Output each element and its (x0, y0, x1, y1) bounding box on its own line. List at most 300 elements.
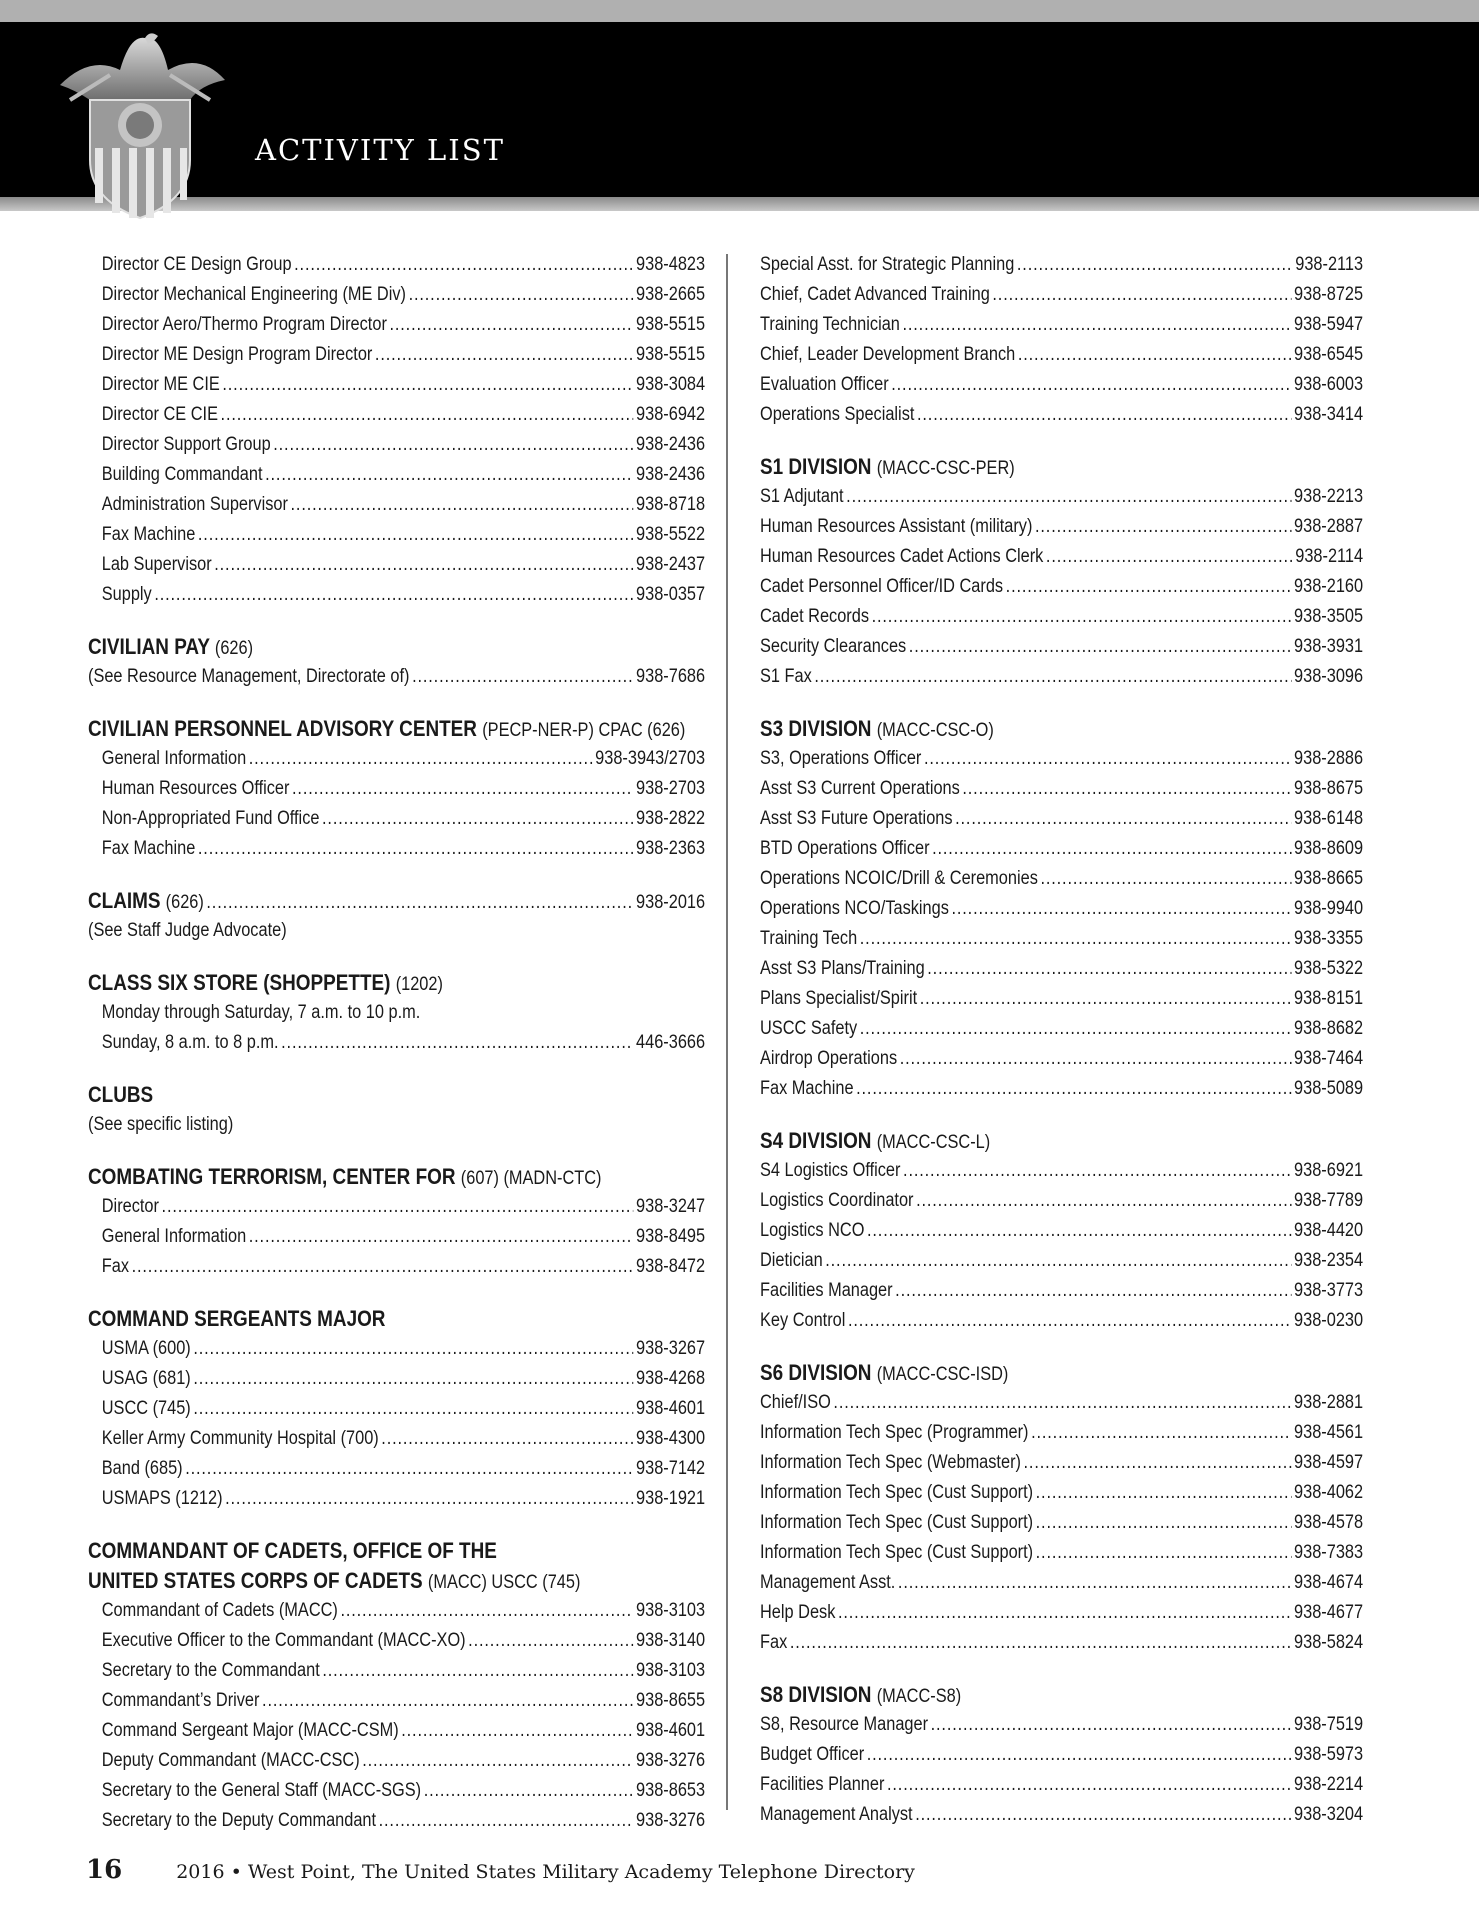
entry-label: Cadet Records (760, 606, 869, 627)
entry-label: Director CE CIE (101, 404, 218, 425)
entry-phone: 938-8725 (1294, 284, 1364, 305)
entry-label: Key Control (760, 1310, 846, 1331)
entry-label: Airdrop Operations (760, 1048, 898, 1069)
leader-dots (249, 1222, 634, 1252)
list-item (88, 1192, 705, 1222)
leader-dots (1024, 1448, 1292, 1478)
entry-label: Director Mechanical Engineering (ME Div) (101, 284, 406, 305)
leader-dots (1018, 340, 1292, 370)
list-item (760, 602, 1363, 632)
entry-label: Plans Specialist/Spirit (760, 988, 918, 1009)
heading-code: (MACC-CSC-O) (876, 720, 994, 741)
entry-phone: 938-4601 (636, 1720, 706, 1741)
entry-phone: 938-2437 (636, 554, 706, 575)
entry-phone: 938-8495 (636, 1226, 706, 1247)
entry-phone: 938-8472 (636, 1256, 706, 1277)
left-column (88, 250, 705, 1836)
list-item (760, 804, 1363, 834)
list-item (760, 1044, 1363, 1074)
entry-phone: 938-4062 (1294, 1482, 1364, 1503)
entry-phone: 938-8665 (1294, 868, 1364, 889)
heading-title: COMMAND SERGEANTS MAJOR (88, 1306, 386, 1331)
section-heading-s4 (760, 1126, 1363, 1156)
heading-title: CLASS SIX STORE (SHOPPETTE) (88, 970, 391, 995)
list-item (88, 1424, 705, 1454)
entry-phone: 938-7686 (636, 666, 706, 687)
entry-label: Asst S3 Plans/Training (760, 958, 925, 979)
entry-label: Facilities Manager (760, 1280, 893, 1301)
list-item (760, 572, 1363, 602)
leader-dots (389, 310, 633, 340)
entry-label: Information Tech Spec (Cust Support) (760, 1542, 1034, 1563)
entry-label: Human Resources Assistant (military) (760, 516, 1033, 537)
leader-dots (891, 370, 1291, 400)
entry-label: S4 Logistics Officer (760, 1160, 901, 1181)
column-divider (726, 254, 728, 1810)
leader-dots (951, 894, 1291, 924)
entry-label: Administration Supervisor (101, 494, 288, 515)
list-item (760, 954, 1363, 984)
leader-dots (225, 1484, 633, 1514)
footer-text: 2016 • West Point, The United States Military Academy Telephone Directory (176, 1861, 915, 1883)
heading-code: (MACC-CSC-ISD) (876, 1364, 1009, 1385)
section-heading-s1 (760, 452, 1363, 482)
entry-phone: 938-4561 (1294, 1422, 1364, 1443)
list-item (760, 1538, 1363, 1568)
leader-dots (424, 1776, 634, 1806)
entry-label: S1 Fax (760, 666, 812, 687)
entry-phone: 938-3103 (636, 1600, 706, 1621)
entry-label: Fax Machine (101, 838, 196, 859)
list-item (88, 1252, 705, 1282)
entry-label: Security Clearances (760, 636, 907, 657)
leader-dots (955, 804, 1291, 834)
entry-phone: 938-8609 (1294, 838, 1364, 859)
entry-label: Chief, Leader Development Branch (760, 344, 1016, 365)
leader-dots (825, 1246, 1291, 1276)
heading-title: CLAIMS (88, 888, 161, 913)
section-heading-claims (88, 886, 705, 916)
entry-label: Evaluation Officer (760, 374, 889, 395)
leader-dots (193, 1334, 633, 1364)
section-heading-s3 (760, 714, 1363, 744)
entry-label: Asst S3 Current Operations (760, 778, 960, 799)
entry-label: BTD Operations Officer (760, 838, 930, 859)
entry-phone: 938-4601 (636, 1398, 706, 1419)
leader-dots (1031, 1418, 1291, 1448)
leader-dots (909, 632, 1292, 662)
leader-dots (838, 1598, 1292, 1628)
entry-phone: 938-4677 (1294, 1602, 1364, 1623)
entry-label: Band (685) (101, 1458, 183, 1479)
leader-dots (846, 482, 1291, 512)
entry-phone: 446-3666 (636, 1032, 706, 1053)
entry-phone: 938-2214 (1294, 1774, 1364, 1795)
entry-phone: 938-2363 (636, 838, 706, 859)
entry-label: Facilities Planner (760, 1774, 885, 1795)
entry-phone: 938-6942 (636, 404, 706, 425)
list-item (88, 250, 705, 280)
heading-title: S4 DIVISION (760, 1128, 872, 1153)
entry-phone: 938-6921 (1294, 1160, 1364, 1181)
leader-dots (375, 340, 634, 370)
leader-dots (1036, 1538, 1292, 1568)
list-item (760, 1800, 1363, 1830)
entry-label: USMAPS (1212) (101, 1488, 223, 1509)
section-heading-uscc (88, 1566, 705, 1596)
list-item (760, 250, 1363, 280)
leader-dots (931, 1710, 1292, 1740)
leader-dots (915, 1800, 1291, 1830)
west-point-crest-icon (50, 30, 230, 220)
list-item (88, 1028, 705, 1058)
list-item (760, 400, 1363, 430)
entry-label: S3, Operations Officer (760, 748, 922, 769)
entry-phone: 938-7789 (1294, 1190, 1364, 1211)
heading-title: S1 DIVISION (760, 454, 872, 479)
heading-title: CLUBS (88, 1082, 154, 1107)
entry-label: Secretary to the Commandant (101, 1660, 320, 1681)
leader-dots (198, 834, 634, 864)
list-item (760, 1074, 1363, 1104)
list-item (760, 512, 1363, 542)
entry-label: USCC Safety (760, 1018, 858, 1039)
entry-label: Lab Supervisor (101, 554, 212, 575)
leader-dots (322, 804, 633, 834)
leader-dots (887, 1770, 1291, 1800)
entry-phone: 938-6545 (1294, 344, 1364, 365)
entry-label: Special Asst. for Strategic Planning (760, 254, 1015, 275)
section-heading-commandant (88, 1536, 705, 1566)
leader-dots (814, 662, 1291, 692)
entry-phone: 938-2822 (636, 808, 706, 829)
list-item (88, 1806, 705, 1836)
list-item (760, 1710, 1363, 1740)
entry-phone: 938-4578 (1294, 1512, 1364, 1533)
entry-phone: 938-0357 (636, 584, 706, 605)
page-title: ACTIVITY LIST (255, 133, 505, 167)
entry-phone: 938-5973 (1294, 1744, 1364, 1765)
entry-phone: 938-2436 (636, 464, 706, 485)
list-item (88, 1222, 705, 1252)
entry-label: Non-Appropriated Fund Office (101, 808, 320, 829)
entry-phone: 938-3773 (1294, 1280, 1364, 1301)
entry-phone: 938-8655 (636, 1690, 706, 1711)
entry-label: Fax (760, 1632, 788, 1653)
top-stripe (0, 0, 1479, 22)
list-item (88, 1484, 705, 1514)
list-item (760, 632, 1363, 662)
entry-phone: 938-5947 (1294, 314, 1364, 335)
list-item (760, 370, 1363, 400)
list-item (760, 1770, 1363, 1800)
entry-phone: 938-3096 (1294, 666, 1364, 687)
page-footer (86, 1855, 915, 1885)
entry-label: Commandant of Cadets (MACC) (101, 1600, 338, 1621)
entry-label: Executive Officer to the Commandant (MACC-XO) (101, 1630, 466, 1651)
entry-phone: 938-7383 (1294, 1542, 1364, 1563)
leader-dots (185, 1454, 633, 1484)
entry-phone: 938-3140 (636, 1630, 706, 1651)
entry-label: General Information (101, 748, 247, 769)
list-item (760, 1306, 1363, 1336)
entry-label: Chief/ISO (760, 1392, 831, 1413)
top-entries (88, 250, 705, 610)
leader-dots (1035, 512, 1291, 542)
list-item (88, 400, 705, 430)
list-item (88, 662, 705, 692)
entry-phone: 938-2703 (636, 778, 706, 799)
entry-phone: 938-5322 (1294, 958, 1364, 979)
list-item (760, 1628, 1363, 1658)
entry-phone: 938-2665 (636, 284, 706, 305)
entry-label: Director Support Group (101, 434, 271, 455)
heading-title: CIVILIAN PERSONNEL ADVISORY CENTER (88, 716, 477, 741)
heading-title: S8 DIVISION (760, 1682, 872, 1707)
list-item (760, 1740, 1363, 1770)
list-item (760, 1186, 1363, 1216)
entry-label: Cadet Personnel Officer/ID Cards (760, 576, 1004, 597)
leader-dots (249, 744, 593, 774)
section-heading-s6 (760, 1358, 1363, 1388)
entry-label: Human Resources Cadet Actions Clerk (760, 546, 1044, 567)
entry-phone: 938-3505 (1294, 606, 1364, 627)
entry-phone: 938-0230 (1294, 1310, 1364, 1331)
entry-phone: 938-3084 (636, 374, 706, 395)
leader-dots (924, 744, 1292, 774)
list-item (88, 520, 705, 550)
list-item (760, 894, 1363, 924)
list-item (88, 834, 705, 864)
leader-dots (294, 250, 633, 280)
list-item (760, 1388, 1363, 1418)
list-item (760, 280, 1363, 310)
leader-dots (920, 984, 1292, 1014)
list-item (88, 340, 705, 370)
list-item (760, 1156, 1363, 1186)
entry-phone: 938-7464 (1294, 1048, 1364, 1069)
entry-label: Budget Officer (760, 1744, 865, 1765)
entry-label: Supply (101, 584, 152, 605)
leader-dots (916, 1186, 1291, 1216)
entry-label: Information Tech Spec (Cust Support) (760, 1512, 1034, 1533)
leader-dots (281, 1028, 633, 1058)
list-item (760, 662, 1363, 692)
list-item (88, 310, 705, 340)
leader-dots (193, 1364, 633, 1394)
leader-dots (860, 924, 1292, 954)
entry-label: Operations Specialist (760, 404, 915, 425)
list-item (88, 1596, 705, 1626)
entry-label: Management Analyst (760, 1804, 913, 1825)
entry-phone: 938-4300 (636, 1428, 706, 1449)
heading-code: (MACC-S8) (876, 1686, 962, 1707)
entry-label: Asst S3 Future Operations (760, 808, 953, 829)
list-item (760, 340, 1363, 370)
entry-phone: 938-4674 (1294, 1572, 1364, 1593)
leader-dots (872, 602, 1292, 632)
list-item (760, 1418, 1363, 1448)
entry-phone: 938-3943/2703 (595, 748, 706, 769)
section-heading-civilian-pay (88, 632, 705, 662)
entry-phone: 938-5824 (1294, 1632, 1364, 1653)
leader-dots (401, 1716, 633, 1746)
list-item (88, 550, 705, 580)
heading-title: UNITED STATES CORPS OF CADETS (88, 1568, 423, 1593)
entry-phone: 938-8718 (636, 494, 706, 515)
entry-phone: 938-3204 (1294, 1804, 1364, 1825)
leader-dots (833, 1388, 1291, 1418)
heading-title: COMMANDANT OF CADETS, OFFICE OF THE (88, 1538, 497, 1563)
leader-dots (468, 1626, 633, 1656)
leader-dots (856, 1074, 1291, 1104)
leader-dots (292, 774, 633, 804)
heading-code: (MACC-CSC-PER) (876, 458, 1015, 479)
entry-phone: 938-4597 (1294, 1452, 1364, 1473)
list-item (760, 774, 1363, 804)
entry-label: Training Technician (760, 314, 900, 335)
list-item (760, 864, 1363, 894)
leader-dots (362, 1746, 633, 1776)
entry-label: Logistics NCO (760, 1220, 865, 1241)
entry-label: Director CE Design Group (101, 254, 292, 275)
list-item (88, 1746, 705, 1776)
entry-phone: 938-2114 (1295, 546, 1364, 567)
list-item (760, 1478, 1363, 1508)
entry-label: USMA (600) (101, 1338, 191, 1359)
section-heading-csm (88, 1304, 705, 1334)
leader-dots (198, 520, 634, 550)
heading-title: S6 DIVISION (760, 1360, 872, 1385)
entry-label: S8, Resource Manager (760, 1714, 929, 1735)
leader-dots (992, 280, 1291, 310)
leader-dots (412, 662, 633, 692)
leader-dots (162, 1192, 634, 1222)
section-heading-class-six (88, 968, 705, 998)
clubs-note: (See specific listing) (88, 1114, 234, 1135)
leader-dots (132, 1252, 634, 1282)
entry-phone: 938-2160 (1294, 576, 1364, 597)
leader-dots (340, 1596, 633, 1626)
entry-phone: 938-5522 (636, 524, 706, 545)
entry-label: Secretary to the Deputy Commandant (101, 1810, 377, 1831)
list-item (88, 1626, 705, 1656)
leader-dots (322, 1656, 633, 1686)
leader-dots (193, 1394, 633, 1424)
leader-dots (1017, 250, 1293, 280)
entry-label: Fax (101, 1256, 130, 1277)
leader-dots (962, 774, 1291, 804)
entry-phone: 938-5515 (636, 344, 706, 365)
list-item (88, 1716, 705, 1746)
list-item (760, 1598, 1363, 1628)
leader-dots (898, 1568, 1292, 1598)
leader-dots (291, 490, 634, 520)
entry-phone: 938-2016 (636, 892, 706, 913)
entry-phone: 938-3414 (1294, 404, 1364, 425)
entry-phone: 938-2354 (1294, 1250, 1364, 1271)
leader-dots (206, 888, 633, 918)
list-item (760, 1508, 1363, 1538)
entry-label: Commandant’s Driver (101, 1690, 260, 1711)
leader-dots (1006, 572, 1292, 602)
list-item (88, 1364, 705, 1394)
leader-dots (867, 1216, 1291, 1246)
leader-dots (895, 1276, 1291, 1306)
list-item (760, 1014, 1363, 1044)
list-item (88, 490, 705, 520)
list-item (88, 744, 705, 774)
leader-dots (790, 1628, 1292, 1658)
leader-dots (848, 1306, 1292, 1336)
entry-phone: 938-5515 (636, 314, 706, 335)
class-six-hours: Monday through Saturday, 7 a.m. to 10 p.m. (101, 1002, 421, 1023)
entry-phone: 938-2881 (1294, 1392, 1364, 1413)
list-item (88, 1686, 705, 1716)
list-item (88, 1394, 705, 1424)
entry-phone: 938-3276 (636, 1810, 706, 1831)
list-item (88, 430, 705, 460)
list-item (88, 804, 705, 834)
entry-phone: 938-1921 (636, 1488, 706, 1509)
entry-phone: 938-2886 (1294, 748, 1364, 769)
leader-dots (1040, 864, 1291, 894)
entry-label: Operations NCO/Taskings (760, 898, 949, 919)
list-item (760, 1568, 1363, 1598)
leader-dots (1036, 1508, 1292, 1538)
list-item (760, 1276, 1363, 1306)
entry-phone: 938-6003 (1294, 374, 1364, 395)
entry-label: USCC (745) (101, 1398, 191, 1419)
leader-dots (379, 1806, 634, 1836)
list-item (760, 482, 1363, 512)
entry-phone: 938-8675 (1294, 778, 1364, 799)
leader-dots (903, 1156, 1291, 1186)
leader-dots (1046, 542, 1293, 572)
list-item (88, 460, 705, 490)
list-item (88, 1776, 705, 1806)
entry-phone: 938-5089 (1294, 1078, 1364, 1099)
heading-title: S3 DIVISION (760, 716, 872, 741)
entry-label: Command Sergeant Major (MACC-CSM) (101, 1720, 399, 1741)
list-item (760, 310, 1363, 340)
entry-phone: 938-7142 (636, 1458, 706, 1479)
leader-dots (381, 1424, 633, 1454)
list-item (88, 280, 705, 310)
entry-label: Deputy Commandant (MACC-CSC) (101, 1750, 360, 1771)
entry-phone: 938-2113 (1295, 254, 1364, 275)
entry-label: Keller Army Community Hospital (700) (101, 1428, 379, 1449)
heading-title: COMBATING TERRORISM, CENTER FOR (88, 1164, 456, 1189)
heading-code: (626) (214, 638, 254, 659)
leader-dots (273, 430, 633, 460)
leader-dots (154, 580, 633, 610)
entry-label: Chief, Cadet Advanced Training (760, 284, 990, 305)
entry-label: Dietician (760, 1250, 823, 1271)
heading-code: (1202) (395, 974, 443, 995)
entry-label: Secretary to the General Staff (MACC-SGS) (101, 1780, 422, 1801)
entry-label: Information Tech Spec (Webmaster) (760, 1452, 1021, 1473)
entry-phone: 938-2213 (1294, 486, 1364, 507)
entry-label: (See Resource Management, Directorate of) (88, 666, 410, 687)
entry-label: Sunday, 8 a.m. to 8 p.m. (101, 1032, 279, 1053)
list-item (88, 1656, 705, 1686)
leader-dots (932, 834, 1291, 864)
entry-phone: 938-9940 (1294, 898, 1364, 919)
entry-label: Information Tech Spec (Programmer) (760, 1422, 1029, 1443)
list-item (88, 774, 705, 804)
entry-label: Fax Machine (101, 524, 196, 545)
